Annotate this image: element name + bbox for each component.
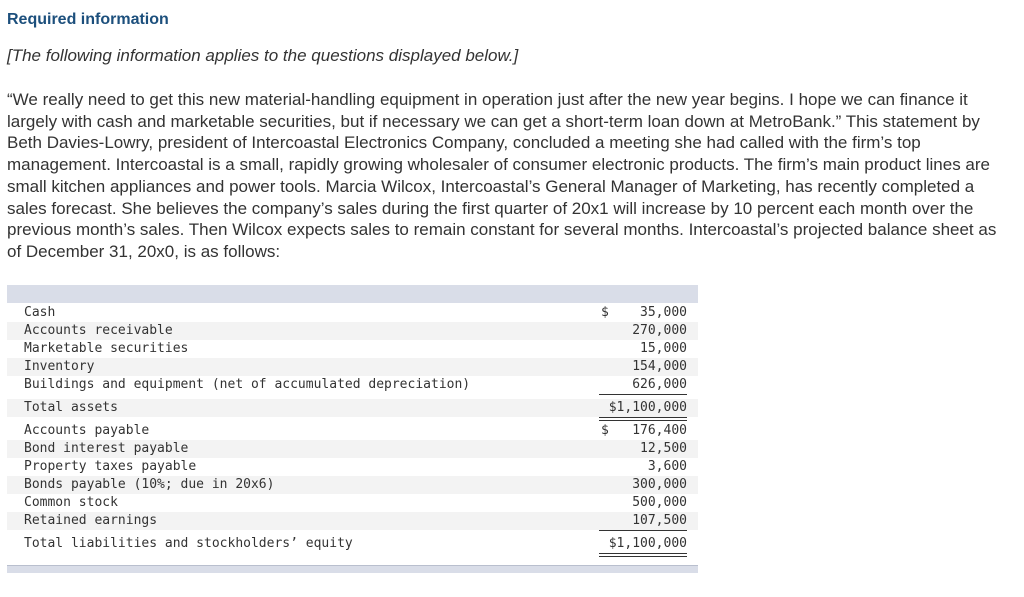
balance-sheet-table [7, 285, 698, 573]
subtotal-rule [599, 394, 687, 395]
table-row [7, 512, 698, 530]
table-row [7, 440, 698, 458]
required-information-heading: Required information [7, 11, 169, 28]
row-amount: $1,100,000 [608, 400, 687, 415]
row-label: Buildings and equipment (net of accumulated depreciation) [24, 377, 471, 392]
table-row [7, 376, 698, 394]
row-amount: 12,500 [640, 441, 687, 456]
row-amount: $1,100,000 [608, 536, 687, 551]
row-label: Bonds payable (10%; due in 20x6) [24, 477, 275, 492]
table-row [7, 322, 698, 340]
row-amount: 270,000 [632, 323, 687, 338]
row-label: Accounts payable [24, 423, 150, 438]
table-row [7, 340, 698, 358]
row-amount: 300,000 [632, 477, 687, 492]
row-label: Inventory [24, 359, 95, 374]
row-amount: 626,000 [632, 377, 687, 392]
row-amount: 154,000 [632, 359, 687, 374]
double-rule-top [599, 553, 687, 554]
row-label: Total liabilities and stockholders’ equity [24, 536, 353, 551]
double-rule-bottom [599, 420, 687, 421]
dollar-sign: $ [601, 423, 609, 438]
row-label: Marketable securities [24, 341, 189, 356]
row-label: Accounts receivable [24, 323, 173, 338]
intro-subtitle: [The following information applies to the questions displayed below.] [7, 46, 519, 65]
table-row [7, 358, 698, 376]
table-footer-bar [7, 565, 698, 573]
table-row [7, 494, 698, 512]
double-rule-bottom [599, 556, 687, 557]
table-row [7, 422, 698, 440]
subtotal-rule [599, 530, 687, 531]
table-row [7, 458, 698, 476]
table-row [7, 304, 698, 322]
table-row [7, 476, 698, 494]
row-label: Retained earnings [24, 513, 158, 528]
row-amount: 176,400 [632, 423, 687, 438]
scenario-paragraph: “We really need to get this new material-handling equipment in operation just after the new year begins. I hope we can finance it largely with cash and marketable securities, but if necessary we can get a short-term loan down at MetroBank.” This statement by Beth Davies-Lowry, president of Intercoastal Electronics Company, concluded a meeting she had called with the firm’s top management. Intercoastal is a small, rapidly growing wholesaler of consumer electronic products. The firm’s main product lines are small kitchen appliances and power tools. Marcia Wilcox, Intercoastal’s General Manager of Marketing, has recently completed a sales forecast. She believes the company’s sales during the first quarter of 20x1 will increase by 10 percent each month over the previous month’s sales. Then Wilcox expects sales to remain constant for several months. Intercoastal’s projected balance sheet as of December 31, 20x0, is as follows: [7, 90, 997, 261]
row-label: Common stock [24, 495, 118, 510]
table-header-bar [7, 285, 698, 303]
row-amount: 15,000 [640, 341, 687, 356]
double-rule-top [599, 417, 687, 418]
total-assets-row [7, 399, 698, 417]
dollar-sign: $ [601, 305, 609, 320]
row-label: Cash [24, 305, 56, 320]
row-label: Total assets [24, 400, 118, 415]
total-liabilities-row [7, 535, 698, 553]
row-label: Bond interest payable [24, 441, 189, 456]
row-amount: 500,000 [632, 495, 687, 510]
row-label: Property taxes payable [24, 459, 197, 474]
row-amount: 35,000 [640, 305, 687, 320]
row-amount: 3,600 [647, 459, 687, 474]
row-amount: 107,500 [632, 513, 687, 528]
